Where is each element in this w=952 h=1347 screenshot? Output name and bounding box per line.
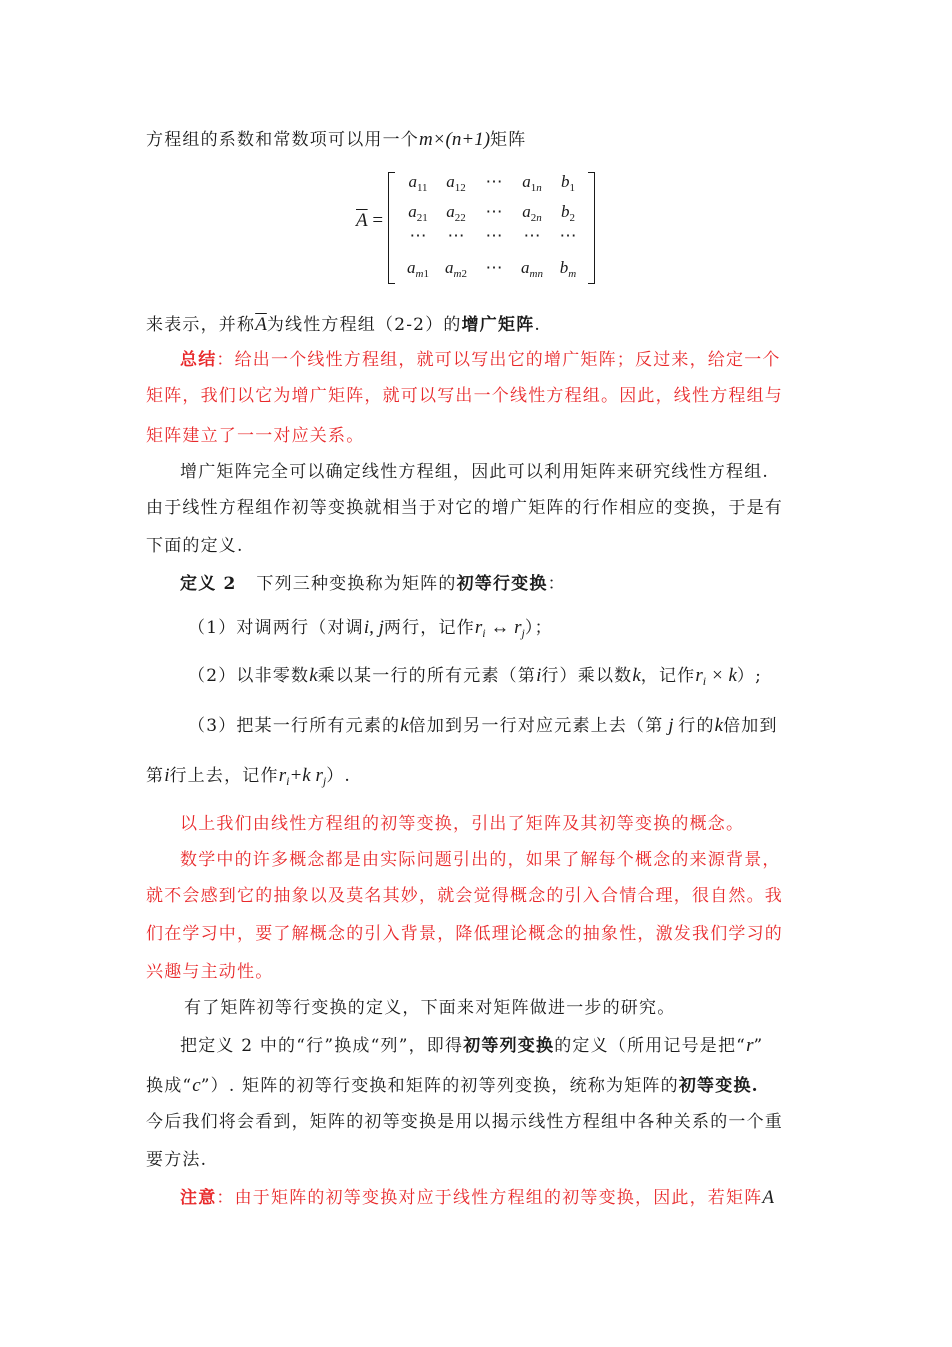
para-line: 增广矩阵完全可以确定线性方程组，因此可以利用矩阵来研究线性方程组. bbox=[180, 462, 770, 482]
text: 把定义 2 中的“行”换成“列”，即得 bbox=[180, 1036, 464, 1056]
text: 下列三种变换称为矩阵的 bbox=[256, 574, 457, 594]
text: 第 bbox=[146, 766, 165, 786]
matrix-cell: ⋯ bbox=[485, 202, 503, 221]
text: ）; bbox=[736, 666, 763, 686]
note-line bbox=[180, 1186, 774, 1210]
red-para-line: 数学中的许多概念都是由实际问题引出的，如果了解每个概念的来源背景， bbox=[180, 850, 781, 870]
text: 两行，记作 bbox=[383, 618, 475, 638]
matrix-cell: $b_2$ bbox=[561, 202, 575, 224]
math-c: c bbox=[192, 1075, 201, 1096]
text: ：给出一个线性方程组，就可以写出它的增广矩阵；反过来，给定一个 bbox=[216, 350, 781, 370]
note-label: 注意 bbox=[180, 1188, 217, 1208]
text: 的定义（所用记号是把“ bbox=[554, 1036, 747, 1056]
text: ）. bbox=[326, 766, 352, 786]
text: 行的 bbox=[678, 716, 715, 736]
text: （2）以非零数 bbox=[188, 666, 310, 686]
text: 倍加到 bbox=[723, 716, 778, 736]
def-label: 定义 2 bbox=[180, 574, 237, 594]
text: ”）. 矩阵的初等行变换和矩阵的初等列变换，统称为矩阵的 bbox=[200, 1076, 679, 1096]
term-row-ops: 初等行变换 bbox=[456, 574, 548, 594]
augmented-matrix bbox=[356, 170, 606, 286]
matrix-size: m×(n+1) bbox=[419, 129, 491, 150]
term-col-ops: 初等列变换 bbox=[463, 1036, 555, 1056]
summary-line-3: 矩阵建立了一一对应关系。 bbox=[146, 426, 365, 446]
math-ij: i, j bbox=[363, 617, 384, 638]
math-A: A bbox=[762, 1187, 775, 1208]
symbol-A-bar: $\overline{A}$ bbox=[255, 314, 267, 335]
summary-line-2: 矩阵，我们以它为增广矩阵，就可以写出一个线性方程组。因此，线性方程组与 bbox=[146, 386, 783, 406]
definition-2 bbox=[180, 572, 566, 596]
red-para-line: 以上我们由线性方程组的初等变换，引出了矩阵及其初等变换的概念。 bbox=[180, 814, 745, 834]
text: ：由于矩阵的初等变换对应于线性方程组的初等变换，因此，若矩阵 bbox=[216, 1188, 763, 1208]
text: ： bbox=[547, 574, 566, 594]
math-scale: $r_i \times k$ bbox=[695, 665, 737, 688]
matrix-lhs: $\overline{A}$ = bbox=[356, 210, 384, 231]
text: （3）把某一行所有元素的 bbox=[188, 716, 401, 736]
matrix-cell: ⋯ bbox=[447, 226, 465, 245]
intro-line bbox=[146, 128, 526, 152]
text: 换成“ bbox=[146, 1076, 193, 1096]
para-line: 今后我们将会看到，矩阵的初等变换是用以揭示线性方程组中各种关系的一个重 bbox=[146, 1112, 783, 1132]
intro-text: 方程组的系数和常数项可以用一个 bbox=[146, 130, 419, 150]
item-2 bbox=[188, 664, 762, 688]
matrix-cell: ⋯ bbox=[523, 226, 541, 245]
red-para-line: 们在学习中，要了解概念的引入背景，降低理论概念的抽象性，激发我们学习的 bbox=[146, 924, 783, 944]
para-line: 要方法. bbox=[146, 1150, 208, 1170]
text: 行）乘以数 bbox=[541, 666, 633, 686]
augmented-def-line bbox=[146, 313, 541, 337]
left-bracket bbox=[388, 172, 395, 284]
text: 为线性方程组（2-2）的 bbox=[266, 315, 462, 335]
matrix-cell: ⋯ bbox=[485, 226, 503, 245]
red-para-line: 兴趣与主动性。 bbox=[146, 962, 274, 982]
matrix-cell: $b_m$ bbox=[559, 258, 577, 280]
matrix-cell: $a_{mn}$ bbox=[521, 258, 543, 280]
text: 乘以某一行的所有元素（第 bbox=[317, 666, 537, 686]
red-para-line: 就不会感到它的抽象以及莫名其妙，就会觉得概念的引入合情合理，很自然。我 bbox=[146, 886, 783, 906]
matrix-cell: ⋯ bbox=[409, 226, 427, 245]
item-1 bbox=[188, 616, 553, 640]
intro-text2: 矩阵 bbox=[490, 130, 527, 150]
term-elementary-ops: 初等变换. bbox=[678, 1076, 759, 1096]
matrix-cell: ⋯ bbox=[559, 226, 577, 245]
matrix-cell: $a_{m2}$ bbox=[445, 258, 467, 280]
math-swap: $r_i$ ↔ $r_j$ bbox=[474, 617, 525, 640]
col-ops-line-1: 把定义 2 中的“行”换成“列”，即得初等列变换的定义（所用记号是把“r” bbox=[180, 1035, 764, 1056]
text: . bbox=[534, 315, 542, 335]
matrix-cell: $a_{22}$ bbox=[446, 202, 466, 224]
matrix-cell: ⋯ bbox=[485, 172, 503, 191]
matrix-cell: $a_{2n}$ bbox=[522, 202, 542, 224]
text: ）； bbox=[524, 618, 553, 638]
item-3 bbox=[188, 714, 778, 738]
text: 来表示，并称 bbox=[146, 315, 256, 335]
math-k: k bbox=[632, 665, 641, 686]
math-r: r bbox=[746, 1035, 754, 1056]
summary-label: 总结 bbox=[180, 350, 217, 370]
matrix-cell: $a_{11}$ bbox=[408, 172, 428, 194]
col-ops-line-2 bbox=[146, 1074, 759, 1098]
math-i: i bbox=[536, 665, 542, 686]
math-add: $r_i+k$ $r_j$ bbox=[278, 765, 327, 788]
term-augmented-matrix: 增广矩阵 bbox=[461, 315, 535, 335]
matrix-cell: $b_1$ bbox=[561, 172, 575, 194]
text: ，记作 bbox=[640, 666, 696, 686]
matrix-cell: $a_{1n}$ bbox=[522, 172, 542, 194]
matrix-cell: $a_{21}$ bbox=[408, 202, 428, 224]
item-3-cont bbox=[146, 764, 351, 788]
matrix-cell: $a_{m1}$ bbox=[407, 258, 429, 280]
math-j: j bbox=[663, 715, 679, 736]
matrix-cell: ⋯ bbox=[485, 258, 503, 277]
matrix-cell: $a_{12}$ bbox=[446, 172, 466, 194]
text: （1）对调两行（对调 bbox=[188, 618, 364, 638]
text: 行上去，记作 bbox=[169, 766, 279, 786]
math-k: k bbox=[309, 665, 318, 686]
math-k: k bbox=[400, 715, 409, 736]
para-line: 由于线性方程组作初等变换就相当于对它的增广矩阵的行作相应的变换，于是有 bbox=[146, 498, 783, 518]
summary-line-1 bbox=[180, 348, 781, 372]
para-line: 下面的定义. bbox=[146, 536, 244, 556]
right-bracket bbox=[588, 172, 595, 284]
para-line: 有了矩阵初等行变换的定义，下面来对矩阵做进一步的研究。 bbox=[184, 998, 676, 1018]
math-i: i bbox=[164, 765, 170, 786]
text: 倍加到另一行对应元素上去（第 bbox=[408, 716, 664, 736]
math-k: k bbox=[714, 715, 724, 736]
